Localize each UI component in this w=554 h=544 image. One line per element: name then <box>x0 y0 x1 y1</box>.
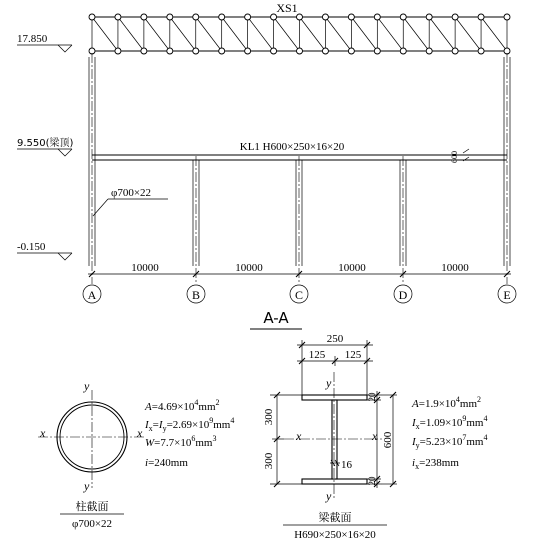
grid-bubble-c <box>290 285 308 303</box>
axis-label-x: x <box>372 429 378 443</box>
top-flange <box>302 395 367 400</box>
truss-diagonal <box>222 17 248 51</box>
property-modulus: $W=7.7\times 10^6mm^3$ <box>145 434 217 449</box>
truss-diagonal <box>144 17 170 51</box>
grid-bubble-d <box>394 285 412 303</box>
truss-node <box>374 14 380 20</box>
truss-diagonal <box>403 17 429 51</box>
beam-label: KL1 H600×250×16×20 <box>239 141 345 153</box>
beam-depth-note: 600 <box>450 151 459 163</box>
truss-node <box>374 48 380 54</box>
truss-node <box>271 14 277 20</box>
beam-section-properties <box>411 395 487 471</box>
elevation-triangle-icon <box>58 45 72 52</box>
axis-label-y: y <box>84 479 90 493</box>
section-subcaption: H690×250×16×20 <box>294 529 376 541</box>
dim-web: 16 <box>341 459 352 471</box>
span-value: 10000 <box>235 262 263 274</box>
truss-node <box>452 48 458 54</box>
truss-diagonal <box>92 17 118 51</box>
web <box>332 400 337 479</box>
truss-label: XS1 <box>276 1 298 15</box>
column <box>89 53 95 284</box>
truss-diagonal <box>300 17 326 51</box>
truss-diagonal <box>170 17 196 51</box>
truss-node <box>167 14 173 20</box>
elevation-value: 9.550(梁顶) <box>17 138 74 149</box>
truss-diagonal <box>274 17 300 51</box>
truss-node <box>297 14 303 20</box>
column <box>193 156 199 284</box>
property-radius: $i_x=238mm$ <box>412 457 459 471</box>
elevation-mark-base <box>17 241 72 260</box>
grid-bubble-e <box>498 285 516 303</box>
column-label: φ700×22 <box>111 187 152 199</box>
truss-node <box>504 14 510 20</box>
dim-flange-bottom: 20 <box>367 476 377 486</box>
section-caption: 梁截面 <box>318 511 352 524</box>
grid-axis-label: E <box>503 288 511 302</box>
truss-node <box>426 48 432 54</box>
truss-node <box>452 14 458 20</box>
truss-node <box>89 14 95 20</box>
property-area: $A=1.9\times 10^4mm^2$ <box>412 395 482 410</box>
dim-width-total: 250 <box>326 333 344 345</box>
truss-diagonal <box>377 17 403 51</box>
property-inertia-y: $I_y=5.23\times 10^7mm^4$ <box>412 433 488 450</box>
truss-node <box>245 48 251 54</box>
column-callout <box>93 187 168 216</box>
column <box>504 53 510 284</box>
axis-label-y: y <box>84 379 90 393</box>
axis-label-y: y <box>326 376 332 390</box>
dim-total-height: 600 <box>382 431 394 449</box>
truss-node <box>400 14 406 20</box>
span-value: 10000 <box>441 262 469 274</box>
section-title <box>250 309 302 329</box>
property-inertia-x: $I_x=1.09\times 10^9mm^4$ <box>412 414 488 431</box>
elevation-mark-beam <box>17 136 74 156</box>
span-value: 10000 <box>338 262 366 274</box>
columns <box>89 53 510 284</box>
truss-diagonal <box>455 17 481 51</box>
truss-node <box>400 48 406 54</box>
axis-label-x: x <box>137 426 143 440</box>
truss-diagonal <box>118 17 144 51</box>
truss-node <box>271 48 277 54</box>
dim-half-left: 125 <box>308 349 326 361</box>
axis-label-x: x <box>40 426 46 440</box>
grid-axis-label: D <box>398 288 408 302</box>
span-value: 10000 <box>131 262 159 274</box>
grid-axis-label: A <box>87 288 97 302</box>
span-dimensions <box>88 262 511 277</box>
grid-axis-label: C <box>294 288 304 302</box>
grid-axes <box>83 285 516 303</box>
elevation-triangle-icon <box>58 253 72 260</box>
axis-label-y: y <box>326 489 332 503</box>
truss-diagonal <box>196 17 222 51</box>
truss-node <box>322 48 328 54</box>
truss-node <box>167 48 173 54</box>
truss-node <box>348 14 354 20</box>
column-section-detail <box>38 379 234 530</box>
axis-label-x: x <box>296 429 302 443</box>
elevation-triangle-icon <box>58 149 72 156</box>
column <box>296 156 302 284</box>
section-caption: 柱截面 <box>75 500 109 513</box>
grid-bubble-b <box>187 285 205 303</box>
elevation-value: 17.850 <box>17 33 48 45</box>
property-area: $A=4.69\times 10^4mm^2$ <box>145 398 220 413</box>
truss-node <box>219 14 225 20</box>
truss-node <box>348 48 354 54</box>
truss-node <box>115 48 121 54</box>
truss-node <box>245 14 251 20</box>
truss-diagonal <box>429 17 455 51</box>
section-title-text: A-A <box>263 309 289 327</box>
property-radius: i=240mm <box>145 457 188 469</box>
beam-section-detail <box>263 333 487 541</box>
truss-node <box>219 48 225 54</box>
roof-truss <box>89 1 510 54</box>
dim-half-right: 125 <box>344 349 362 361</box>
truss-diagonal <box>248 17 274 51</box>
dim-half-height-bottom: 300 <box>263 452 275 470</box>
truss-web-members <box>92 17 507 51</box>
beam-kl1 <box>92 141 507 163</box>
truss-node <box>141 14 147 20</box>
column <box>400 156 406 284</box>
truss-node <box>141 48 147 54</box>
truss-node <box>115 14 121 20</box>
truss-diagonal <box>351 17 377 51</box>
truss-node <box>297 48 303 54</box>
property-inertia: $I_x=I_y=2.69\times 10^9mm^4$ <box>145 416 235 433</box>
dim-flange-top: 20 <box>367 392 377 402</box>
elevation-value: -0.150 <box>17 241 46 253</box>
truss-node <box>478 14 484 20</box>
truss-node <box>426 14 432 20</box>
truss-diagonal <box>481 17 507 51</box>
truss-node <box>322 14 328 20</box>
grid-bubble-a <box>83 285 101 303</box>
truss-node <box>193 14 199 20</box>
bottom-flange <box>302 479 367 484</box>
section-subcaption: φ700×22 <box>71 518 113 530</box>
truss-diagonal <box>325 17 351 51</box>
column-section-properties <box>144 398 234 469</box>
truss-node <box>193 48 199 54</box>
elevation-mark-roof <box>17 33 72 52</box>
dim-half-height-top: 300 <box>263 408 275 426</box>
truss-node <box>478 48 484 54</box>
grid-axis-label: B <box>191 288 201 302</box>
